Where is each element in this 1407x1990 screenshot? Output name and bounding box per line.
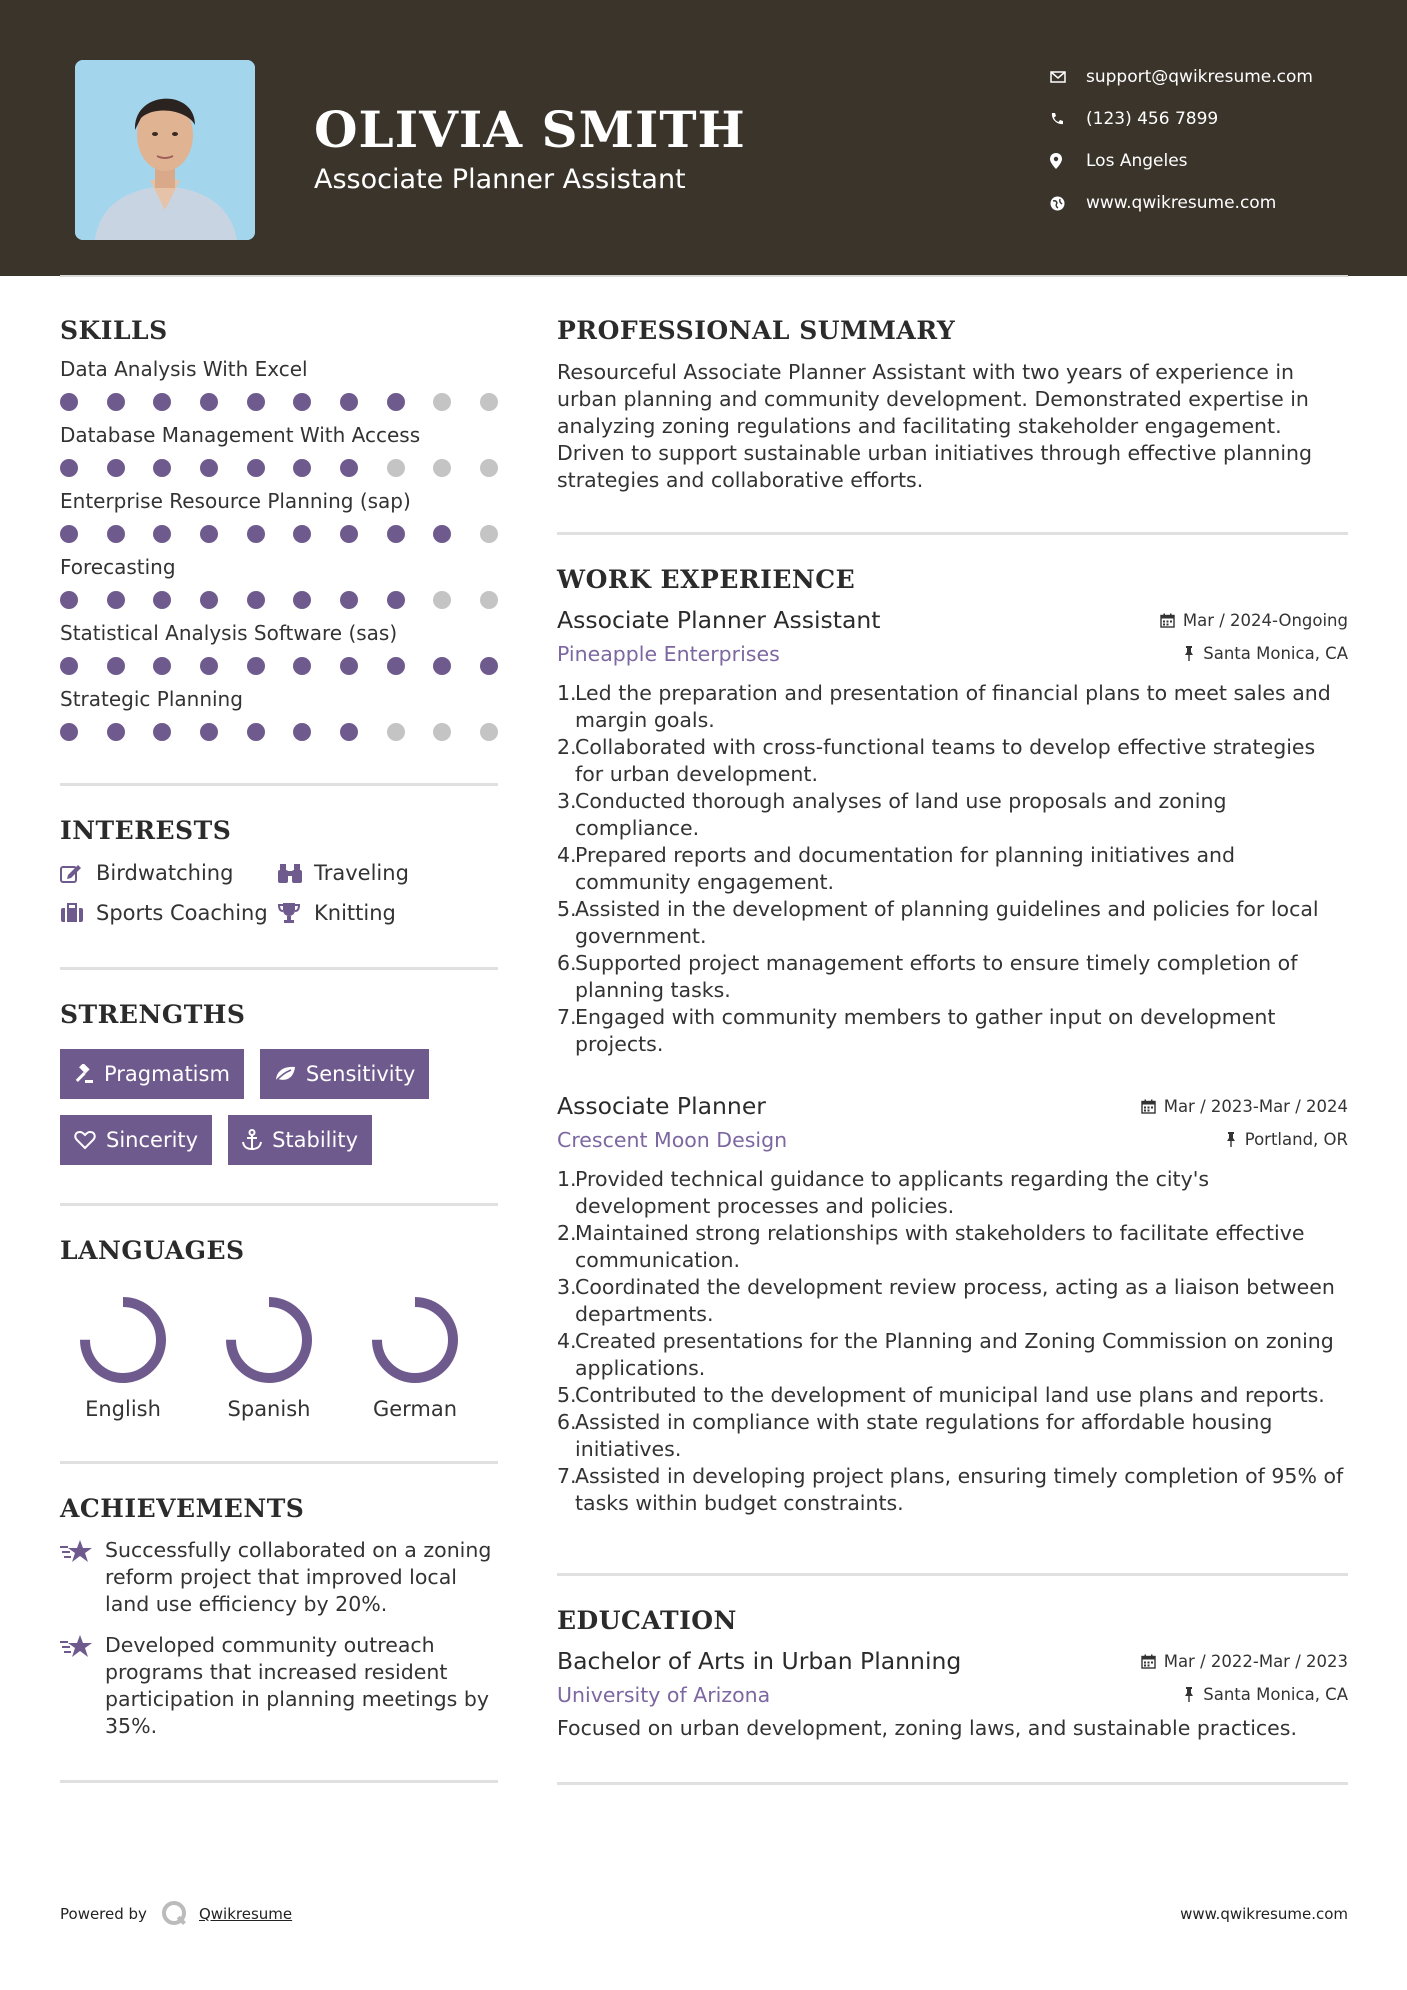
job-bullet	[557, 1220, 1348, 1274]
skill-rating-dot	[340, 525, 358, 543]
interests-title: INTERESTS	[60, 816, 232, 845]
bullet-number: 3.	[557, 789, 577, 813]
job-bullet	[557, 1382, 1348, 1409]
contact-website-text: www.qwikresume.com	[1086, 193, 1277, 213]
bullet-number: 7.	[557, 1005, 577, 1029]
company-name: Crescent Moon Design	[557, 1128, 788, 1152]
anchor-icon	[242, 1129, 262, 1151]
school-name: University of Arizona	[557, 1683, 771, 1707]
skill-rating-dot	[340, 591, 358, 609]
right-column	[557, 316, 1348, 1785]
bullet-number: 1.	[557, 681, 577, 705]
skill-rating-dot	[293, 459, 311, 477]
education-dates	[1141, 1652, 1348, 1671]
interest-label: Birdwatching	[96, 861, 234, 885]
job-bullet	[557, 680, 1348, 734]
job-dates-text: Mar / 2024-Ongoing	[1182, 611, 1348, 630]
job-bullet	[557, 896, 1348, 950]
job-location	[1183, 644, 1348, 663]
skill-rating	[60, 393, 498, 411]
bullet-number: 2.	[557, 735, 577, 759]
skill-item	[60, 687, 498, 741]
skill-name: Statistical Analysis Software (sas)	[60, 621, 398, 645]
header-divider	[60, 275, 1348, 277]
skill-rating-dot	[480, 591, 498, 609]
interests-section	[60, 816, 498, 925]
strength-tag	[260, 1049, 429, 1099]
job-bullet	[557, 1274, 1348, 1328]
contact-location-text: Los Angeles	[1086, 151, 1188, 171]
language-progress-arc	[231, 1302, 307, 1378]
bullet-number: 5.	[557, 1383, 577, 1407]
skill-rating-dot	[200, 393, 218, 411]
bullet-number: 3.	[557, 1275, 577, 1299]
calendar-icon	[1141, 1099, 1156, 1114]
education-dates-text: Mar / 2022-Mar / 2023	[1163, 1652, 1348, 1671]
job-dates-text: Mar / 2023-Mar / 2024	[1163, 1097, 1348, 1116]
skill-rating-dot	[433, 393, 451, 411]
strengths-section	[60, 1000, 498, 1165]
envelope-icon	[1050, 71, 1086, 83]
skill-rating-dot	[60, 459, 78, 477]
powered-by-label: Powered by	[60, 1905, 147, 1923]
brand-link[interactable]: Qwikresume	[198, 1905, 293, 1923]
skill-rating-dot	[107, 459, 125, 477]
job-entry	[557, 606, 1348, 1058]
bullet-text: Supported project management efforts to ensure timely completion of planning tasks.	[575, 951, 1298, 1002]
trophy-icon	[278, 902, 314, 924]
skill-rating	[60, 591, 498, 609]
language-label: Spanish	[227, 1397, 311, 1421]
skill-rating-dot	[340, 723, 358, 741]
skill-rating-dot	[480, 459, 498, 477]
education-location	[1183, 1685, 1348, 1704]
job-bullet	[557, 1463, 1348, 1517]
bullet-text: Assisted in the development of planning guidelines and policies for local government.	[575, 897, 1319, 948]
bullet-text: Assisted in developing project plans, ensuring timely completion of 95% of tasks within budget constraints.	[575, 1464, 1344, 1515]
job-title: Associate Planner Assistant	[557, 606, 881, 634]
skill-item	[60, 621, 498, 675]
skill-rating-dot	[247, 459, 265, 477]
language-progress-arc	[85, 1302, 161, 1378]
profile-photo	[75, 60, 255, 240]
gavel-icon	[74, 1064, 94, 1084]
skill-name: Forecasting	[60, 555, 176, 579]
calendar-icon	[1160, 613, 1175, 628]
skill-rating-dot	[433, 525, 451, 543]
job-bullets	[557, 1166, 1348, 1517]
section-divider	[60, 1461, 498, 1464]
skill-rating-dot	[480, 393, 498, 411]
language-progress-ring	[370, 1295, 460, 1385]
skill-rating-dot	[387, 723, 405, 741]
interest-item	[278, 901, 498, 925]
education-title: EDUCATION	[557, 1606, 737, 1635]
bullet-text: Collaborated with cross-functional teams to develop effective strategies for urban development.	[575, 735, 1316, 786]
skill-rating-dot	[433, 459, 451, 477]
languages-title: LANGUAGES	[60, 1236, 245, 1265]
resume-footer	[60, 1900, 1348, 1928]
resume-header	[0, 0, 1407, 276]
bullet-text: Conducted thorough analyses of land use proposals and zoning compliance.	[575, 789, 1227, 840]
skill-rating-dot	[340, 657, 358, 675]
language-progress-arc	[377, 1302, 453, 1378]
achievement-item	[60, 1537, 498, 1618]
job-bullet	[557, 1166, 1348, 1220]
interest-label: Knitting	[314, 901, 396, 925]
job-bullet	[557, 950, 1348, 1004]
leaf-icon	[274, 1065, 296, 1083]
job-bullet	[557, 788, 1348, 842]
job-bullet	[557, 842, 1348, 896]
section-divider	[557, 1782, 1348, 1785]
interest-item	[278, 861, 498, 885]
pushpin-icon	[1225, 1132, 1237, 1147]
bullet-text: Maintained strong relationships with stakeholders to facilitate effective communication.	[575, 1221, 1305, 1272]
language-item	[206, 1295, 332, 1421]
interest-item	[60, 861, 278, 885]
skill-rating-dot	[293, 393, 311, 411]
skill-rating-dot	[480, 657, 498, 675]
skill-rating-dot	[153, 723, 171, 741]
job-bullet	[557, 1004, 1348, 1058]
skill-rating-dot	[247, 723, 265, 741]
qwikresume-logo-icon	[161, 1900, 189, 1928]
contact-phone[interactable]	[1050, 98, 1380, 140]
contact-phone-text: (123) 456 7899	[1086, 109, 1219, 129]
education-description: Focused on urban development, zoning laws, and sustainable practices.	[557, 1716, 1297, 1740]
bullet-number: 7.	[557, 1464, 577, 1488]
bullet-number: 6.	[557, 951, 577, 975]
skill-rating	[60, 525, 498, 543]
skill-rating-dot	[60, 591, 78, 609]
section-divider	[557, 532, 1348, 535]
bullet-number: 1.	[557, 1167, 577, 1191]
interest-item	[60, 901, 278, 925]
skill-name: Database Management With Access	[60, 423, 421, 447]
job-location	[1225, 1130, 1348, 1149]
skill-rating-dot	[200, 591, 218, 609]
achievement-text: Successfully collaborated on a zoning reform project that improved local land use efficiency by 20%.	[105, 1538, 492, 1616]
skill-rating-dot	[293, 657, 311, 675]
bullet-text: Coordinated the development review process, acting as a liaison between departments.	[575, 1275, 1335, 1326]
skill-rating-dot	[60, 525, 78, 543]
skill-rating-dot	[480, 525, 498, 543]
skill-rating-dot	[107, 657, 125, 675]
job-location-text: Portland, OR	[1244, 1130, 1348, 1149]
skill-rating-dot	[293, 723, 311, 741]
language-progress-ring	[78, 1295, 168, 1385]
strength-tag	[60, 1115, 212, 1165]
experience-title: WORK EXPERIENCE	[557, 565, 856, 594]
heart-icon	[74, 1130, 96, 1150]
briefcase-icon	[60, 903, 96, 923]
skill-rating-dot	[293, 591, 311, 609]
section-divider	[557, 1573, 1348, 1576]
language-item	[60, 1295, 186, 1421]
star-icon	[60, 1537, 105, 1618]
skill-rating-dot	[387, 657, 405, 675]
experience-section	[557, 565, 1348, 1517]
pencil-square-icon	[60, 863, 96, 883]
skill-rating	[60, 657, 498, 675]
section-divider	[60, 1780, 498, 1783]
powered-by	[60, 1900, 292, 1928]
bullet-text: Contributed to the development of municipal land use plans and reports.	[575, 1383, 1325, 1407]
skill-rating-dot	[60, 657, 78, 675]
skill-rating-dot	[107, 591, 125, 609]
language-progress-ring	[224, 1295, 314, 1385]
pushpin-icon	[1183, 1687, 1195, 1702]
strength-label: Sensitivity	[305, 1062, 416, 1086]
job-bullet	[557, 734, 1348, 788]
company-name: Pineapple Enterprises	[557, 642, 780, 666]
strengths-title: STRENGTHS	[60, 1000, 246, 1029]
job-bullet	[557, 1328, 1348, 1382]
strength-tag	[60, 1049, 244, 1099]
bullet-text: Engaged with community members to gather input on development projects.	[575, 1005, 1276, 1056]
education-location-text: Santa Monica, CA	[1203, 1685, 1348, 1704]
skill-rating-dot	[153, 525, 171, 543]
skill-rating	[60, 459, 498, 477]
bullet-number: 2.	[557, 1221, 577, 1245]
bullet-number: 4.	[557, 1329, 577, 1353]
contact-email[interactable]	[1050, 56, 1380, 98]
achievements-title: ACHIEVEMENTS	[60, 1494, 305, 1523]
strength-tag	[228, 1115, 372, 1165]
skill-item	[60, 489, 498, 543]
skill-rating-dot	[293, 525, 311, 543]
skill-rating-dot	[200, 723, 218, 741]
skill-rating-dot	[153, 393, 171, 411]
section-divider	[60, 1203, 498, 1206]
star-icon	[60, 1632, 105, 1740]
education-section	[557, 1606, 1348, 1742]
skill-rating-dot	[433, 723, 451, 741]
contact-list	[1050, 56, 1380, 224]
skill-rating-dot	[153, 657, 171, 675]
skill-item	[60, 423, 498, 477]
job-dates	[1160, 611, 1348, 630]
bullet-text: Provided technical guidance to applicants regarding the city's development processes and policies.	[575, 1167, 1210, 1218]
interest-label: Sports Coaching	[96, 901, 268, 925]
summary-text: Resourceful Associate Planner Assistant with two years of experience in urban planning and community development. Demonstrated expertise in analyzing zoning regulations and facilitating stakeholder engagement. Driven to support sustainable urban initiatives through effective planning strategies and collaborative efforts.	[557, 360, 1313, 492]
skill-rating-dot	[153, 459, 171, 477]
skill-rating-dot	[60, 393, 78, 411]
skill-rating-dot	[433, 657, 451, 675]
skill-rating-dot	[153, 591, 171, 609]
achievements-section	[60, 1494, 498, 1740]
job-bullets	[557, 680, 1348, 1058]
bullet-text: Assisted in compliance with state regulations for affordable housing initiatives.	[575, 1410, 1273, 1461]
skill-rating-dot	[200, 525, 218, 543]
candidate-name: OLIVIA SMITH	[314, 100, 746, 159]
skill-rating-dot	[247, 591, 265, 609]
achievement-text: Developed community outreach programs that increased resident participation in planning meetings by 35%.	[105, 1633, 490, 1738]
section-divider	[60, 783, 498, 786]
pushpin-icon	[1183, 646, 1195, 661]
skill-rating-dot	[107, 723, 125, 741]
degree-title: Bachelor of Arts in Urban Planning	[557, 1647, 962, 1675]
skill-rating-dot	[200, 459, 218, 477]
skill-rating-dot	[247, 525, 265, 543]
skill-rating-dot	[200, 657, 218, 675]
skill-rating-dot	[340, 393, 358, 411]
left-column	[60, 316, 498, 1783]
contact-email-text: support@qwikresume.com	[1086, 67, 1313, 87]
strength-label: Stability	[272, 1128, 359, 1152]
skill-name: Data Analysis With Excel	[60, 357, 308, 381]
skill-rating-dot	[247, 657, 265, 675]
phone-icon	[1050, 112, 1086, 126]
summary-section	[557, 316, 1348, 494]
map-pin-icon	[1050, 153, 1086, 169]
skill-rating-dot	[387, 525, 405, 543]
bullet-text: Led the preparation and presentation of financial plans to meet sales and margin goals.	[575, 681, 1331, 732]
languages-section	[60, 1236, 498, 1421]
job-title: Associate Planner	[557, 1092, 766, 1120]
contact-website[interactable]	[1050, 182, 1380, 224]
skill-rating-dot	[247, 393, 265, 411]
job-dates	[1141, 1097, 1348, 1116]
footer-url[interactable]: www.qwikresume.com	[1180, 1905, 1348, 1923]
skill-name: Strategic Planning	[60, 687, 243, 711]
bullet-number: 5.	[557, 897, 577, 921]
bullet-number: 4.	[557, 843, 577, 867]
globe-icon	[1050, 196, 1086, 211]
contact-location	[1050, 140, 1380, 182]
skills-title: SKILLS	[60, 316, 168, 345]
skill-rating-dot	[107, 393, 125, 411]
section-divider	[60, 967, 498, 970]
summary-title: PROFESSIONAL SUMMARY	[557, 316, 956, 345]
language-item	[352, 1295, 478, 1421]
skill-rating	[60, 723, 498, 741]
calendar-icon	[1141, 1654, 1156, 1669]
interest-label: Traveling	[314, 861, 409, 885]
skills-section	[60, 316, 498, 741]
skill-rating-dot	[107, 525, 125, 543]
skill-rating-dot	[60, 723, 78, 741]
job-entry	[557, 1092, 1348, 1517]
candidate-role: Associate Planner Assistant	[314, 164, 686, 195]
skill-rating-dot	[433, 591, 451, 609]
skill-rating-dot	[387, 459, 405, 477]
job-location-text: Santa Monica, CA	[1203, 644, 1348, 663]
skill-rating-dot	[387, 591, 405, 609]
bullet-text: Prepared reports and documentation for planning initiatives and community engagement.	[575, 843, 1236, 894]
achievement-item	[60, 1632, 498, 1740]
binoculars-icon	[278, 862, 314, 884]
skill-rating-dot	[387, 393, 405, 411]
skill-rating-dot	[480, 723, 498, 741]
strength-label: Sincerity	[106, 1128, 199, 1152]
skill-item	[60, 555, 498, 609]
bullet-text: Created presentations for the Planning and Zoning Commission on zoning applications.	[575, 1329, 1334, 1380]
language-label: English	[85, 1397, 161, 1421]
language-label: German	[372, 1397, 458, 1421]
job-bullet	[557, 1409, 1348, 1463]
bullet-number: 6.	[557, 1410, 577, 1434]
strength-label: Pragmatism	[104, 1062, 230, 1086]
skill-name: Enterprise Resource Planning (sap)	[60, 489, 411, 513]
skill-rating-dot	[340, 459, 358, 477]
skill-item	[60, 357, 498, 411]
